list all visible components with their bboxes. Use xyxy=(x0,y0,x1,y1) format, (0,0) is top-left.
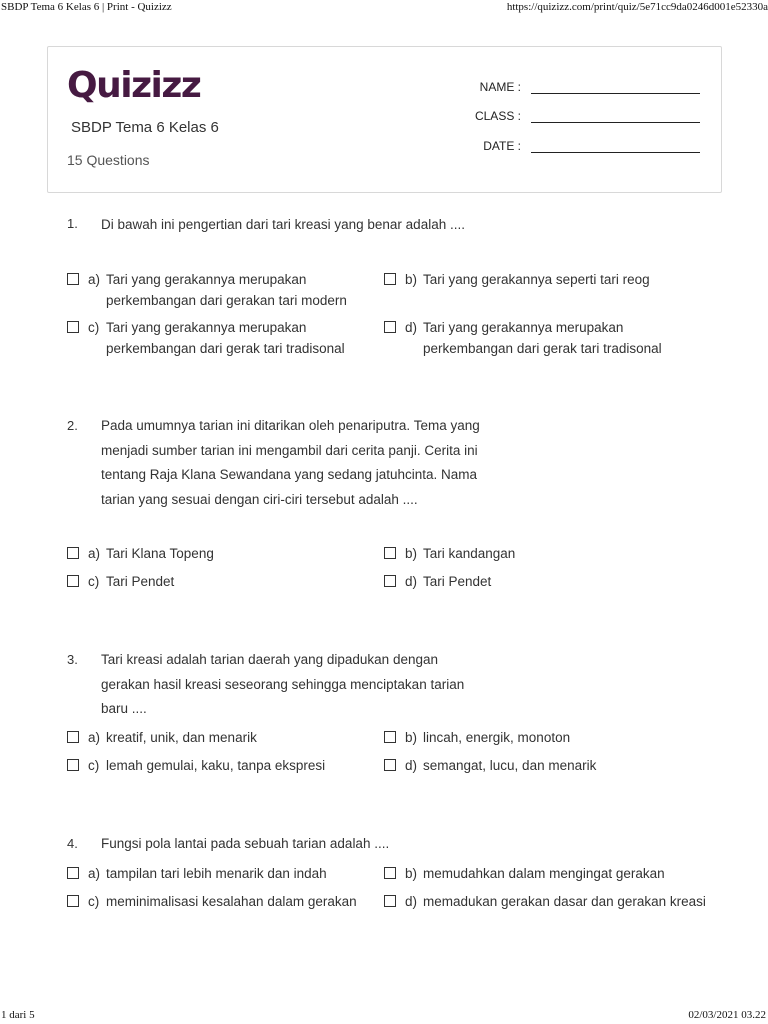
option-text: meminimalisasi kesalahan dalam gerakan xyxy=(106,894,357,909)
checkbox-icon[interactable] xyxy=(67,867,79,879)
checkbox-icon[interactable] xyxy=(384,731,396,743)
checkbox-icon[interactable] xyxy=(67,731,79,743)
date-label: DATE : xyxy=(483,139,521,153)
option-letter: a) xyxy=(88,730,101,745)
option-text: Tari yang gerakannya seperti tari reog xyxy=(423,272,650,287)
option-letter: c) xyxy=(88,320,100,335)
option-letter: b) xyxy=(405,272,418,287)
checkbox-icon[interactable] xyxy=(384,895,396,907)
option-text: Tari kandangan xyxy=(423,546,516,561)
question-3-text: Tari kreasi adalah tarian daerah yang dipadukan dengan gerakan hasil kreasi seseorang sehingga menciptakan tarian baru .... xyxy=(101,652,465,716)
name-line xyxy=(531,93,700,94)
checkbox-icon[interactable] xyxy=(384,759,396,771)
option-text: tampilan tari lebih menarik dan indah xyxy=(106,866,327,881)
checkbox-icon[interactable] xyxy=(384,547,396,559)
option-letter: c) xyxy=(88,574,100,589)
option-text: memudahkan dalam mengingat gerakan xyxy=(423,866,665,881)
option-letter: d) xyxy=(405,320,418,335)
checkbox-icon[interactable] xyxy=(67,759,79,771)
option-letter: b) xyxy=(405,866,418,881)
checkbox-icon[interactable] xyxy=(67,895,79,907)
quiz-title: SBDP Tema 6 Kelas 6 xyxy=(71,119,219,136)
option-text: Tari Pendet xyxy=(423,574,492,589)
print-page-title: SBDP Tema 6 Kelas 6 | Print - Quizizz xyxy=(1,1,172,13)
print-footer xyxy=(0,1009,768,1024)
option-text: lincah, energik, monoton xyxy=(423,730,571,745)
checkbox-icon[interactable] xyxy=(67,575,79,587)
checkbox-icon[interactable] xyxy=(67,321,79,333)
checkbox-icon[interactable] xyxy=(384,575,396,587)
option-text: Tari yang gerakannya merupakan perkembangan dari gerak tari tradisonal xyxy=(423,320,662,356)
print-datetime: 02/03/2021 03.22 xyxy=(688,1009,766,1021)
option-text: semangat, lucu, dan menarik xyxy=(423,758,597,773)
question-1-number: 1. xyxy=(67,216,78,231)
class-line xyxy=(531,122,700,123)
option-text: kreatif, unik, dan menarik xyxy=(106,730,257,745)
option-letter: c) xyxy=(88,894,100,909)
option-letter: b) xyxy=(405,730,418,745)
question-count: 15 Questions xyxy=(67,152,150,168)
question-1-text: Di bawah ini pengertian dari tari kreasi yang benar adalah .... xyxy=(101,217,465,232)
question-3-number: 3. xyxy=(67,652,78,667)
name-field xyxy=(48,80,721,96)
print-header xyxy=(0,0,768,18)
option-letter: a) xyxy=(88,546,101,561)
option-text: Tari yang gerakannya merupakan perkembangan dari gerak tari tradisonal xyxy=(106,320,345,356)
checkbox-icon[interactable] xyxy=(384,273,396,285)
worksheet-header-card xyxy=(47,46,722,193)
option-text: lemah gemulai, kaku, tanpa ekspresi xyxy=(106,758,326,773)
option-letter: d) xyxy=(405,758,418,773)
date-field xyxy=(48,139,721,155)
class-label: CLASS : xyxy=(474,109,521,123)
option-text: Tari Klana Topeng xyxy=(106,546,214,561)
date-line xyxy=(531,152,700,153)
quizizz-logo: Quizizz xyxy=(67,65,201,106)
checkbox-icon[interactable] xyxy=(67,273,79,285)
option-text: memadukan gerakan dasar dan gerakan kreasi xyxy=(423,894,706,909)
option-letter: a) xyxy=(88,866,101,881)
class-field xyxy=(48,109,721,125)
page-indicator: 1 dari 5 xyxy=(1,1009,35,1021)
option-letter: d) xyxy=(405,574,418,589)
checkbox-icon[interactable] xyxy=(67,547,79,559)
option-letter: a) xyxy=(88,272,101,287)
option-letter: c) xyxy=(88,758,100,773)
option-letter: b) xyxy=(405,546,418,561)
checkbox-icon[interactable] xyxy=(384,321,396,333)
question-4-number: 4. xyxy=(67,836,78,851)
question-2-number: 2. xyxy=(67,418,78,433)
name-label: NAME : xyxy=(479,80,521,94)
question-4-text: Fungsi pola lantai pada sebuah tarian adalah .... xyxy=(101,836,390,851)
option-text: Tari Pendet xyxy=(106,574,175,589)
option-text: Tari yang gerakannya merupakan perkembangan dari gerakan tari modern xyxy=(106,272,347,308)
checkbox-icon[interactable] xyxy=(384,867,396,879)
question-2-text: Pada umumnya tarian ini ditarikan oleh penariputra. Tema yang menjadi sumber tarian ini mengambil dari cerita panji. Cerita ini tentang Raja Klana Sewandana yang sedang jatuhcinta. Nama tarian yang sesuai dengan ciri-ciri tersebut adalah .... xyxy=(101,418,480,507)
option-letter: d) xyxy=(405,894,418,909)
print-page-url: https://quizizz.com/print/quiz/5e71cc9da0246d001e52330a xyxy=(506,1,768,13)
